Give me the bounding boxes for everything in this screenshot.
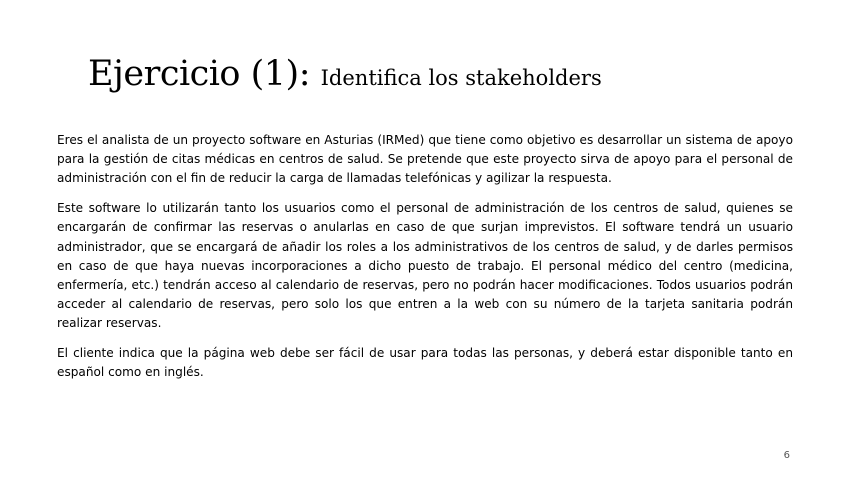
paragraph-client-requirements: El cliente indica que la página web debe ser fácil de usar para todas las personas, y deberá estar disponible tanto en español como en inglés. [57, 346, 793, 380]
page-number: 6 [783, 450, 790, 461]
paragraph-users-and-roles: Este software lo utilizarán tanto los usuarios como el personal de administración de los centros de salud, quienes se encargarán de confirmar las reservas o anularlas en caso de que surjan imprevistos. El software tendrá un usuario administrador, que se encargará de añadir los roles a los administrativos de los centros de salud, y de darles permisos en caso de que haya nuevas incorporaciones a dicho puesto de trabajo. El personal médico del centro (medicina, enfermería, etc.) tendrán acceso al calendario de reservas, pero no podrán hacer modificaciones. Todos usuarios podrán acceder al calendario de reservas, pero solo los que entren a la web con su número de la tarjeta sanitaria podrán realizar reservas. [57, 201, 793, 331]
slide-title-subtitle: Identifica los stakeholders [320, 66, 602, 90]
paragraph-project-description: Eres el analista de un proyecto software en Asturias (IRMed) que tiene como objetivo es desarrollar un sistema de apoyo para la gestión de citas médicas en centros de salud. Se pretende que este proyecto sirva de apoyo para el personal de administración con el fin de reducir la carga de llamadas telefónicas y agilizar la respuesta. [57, 133, 793, 186]
slide-title-main: Ejercicio (1): [88, 54, 321, 94]
slide-title [88, 50, 602, 102]
slide-body [57, 131, 793, 393]
